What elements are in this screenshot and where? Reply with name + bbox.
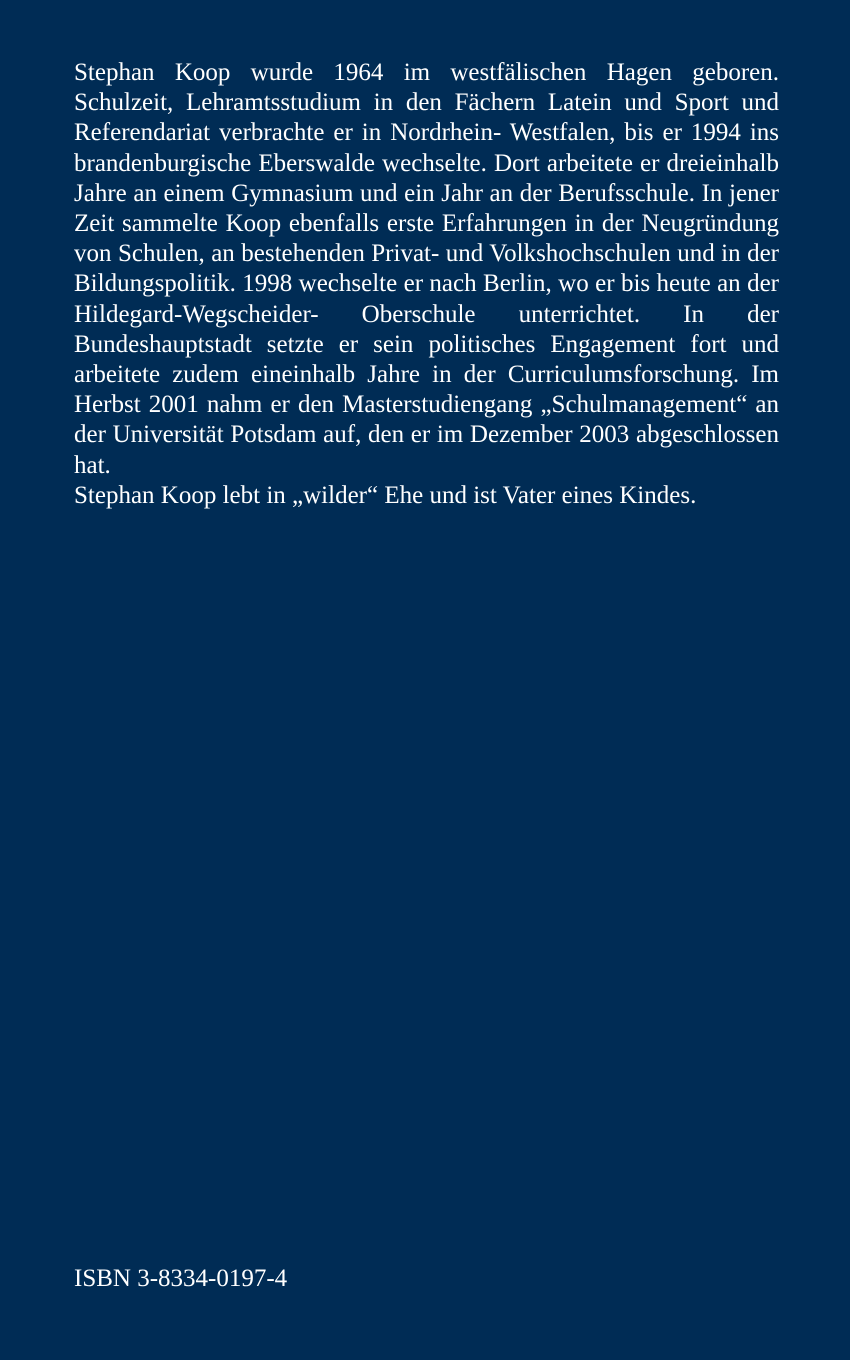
biography-paragraph: Stephan Koop wurde 1964 im westfälischen Hagen geboren. Schulzeit, Lehramtsstudium in den Fächern Latein und Sport und Referendariat verbrachte er in Nordrhein- Westfalen, bis er 1994 ins brandenburgische Eberswalde wechselte. Dort arbeitete er dreieinhalb Jahre an einem Gymnasium und ein Jahr an der Berufsschule. In jener Zeit sammelte Koop ebenfalls erste Erfahrungen in der Neugründung von Schulen, an bestehenden Privat- und Volkshochschulen und in der Bildungspolitik. 1998 wechselte er nach Berlin, wo er bis heute an der Hildegard-Wegscheider- Oberschule unterrichtet. In der Bundeshauptstadt setzte er sein politisches Engagement fort und arbeitete zudem eineinhalb Jahre in der Curriculumsforschung. Im Herbst 2001 nahm er den Masterstudiengang „Schulmanagement“ an der Universität Potsdam auf, den er im Dezember 2003 abgeschlossen hat. xyxy=(74,59,779,479)
biography-closing-line: Stephan Koop lebt in „wilder“ Ehe und ist Vater eines Kindes. xyxy=(74,481,697,509)
author-biography xyxy=(74,58,779,511)
isbn-number: ISBN 3-8334-0197-4 xyxy=(74,1265,288,1292)
